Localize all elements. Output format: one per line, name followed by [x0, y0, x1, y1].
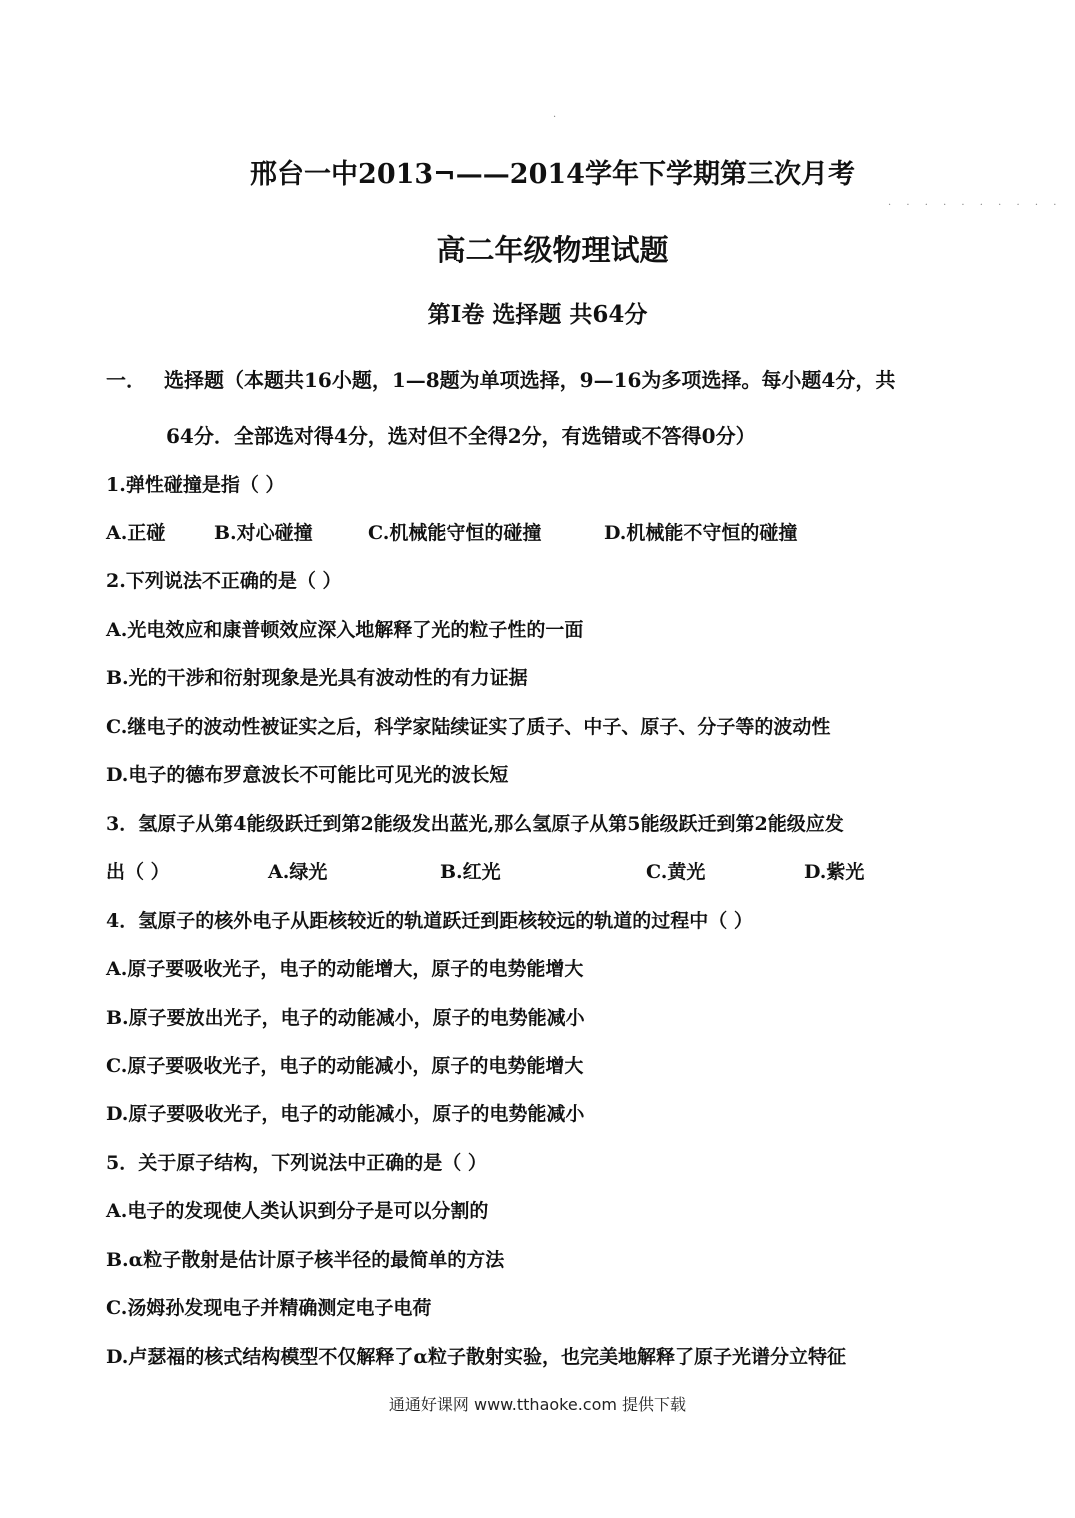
question-1-stem: 1.弹性碰撞是指（ ） — [106, 474, 285, 496]
section-instruction-line2: 64分．全部选对得4分，选对但不全得2分，有选错或不答得0分） — [166, 424, 756, 448]
question-2-option-b: B.光的干涉和衍射现象是光具有波动性的有力证据 — [106, 667, 528, 689]
question-5-option-a: A.电子的发现使人类认识到分子是可以分割的 — [106, 1200, 489, 1222]
question-4-option-b: B.原子要放出光子，电子的动能减小，原子的电势能减小 — [106, 1007, 585, 1029]
question-3-option-b: B.红光 — [440, 861, 501, 883]
question-5-option-d: D.卢瑟福的核式结构模型不仅解释了α粒子散射实验，也完美地解释了原子光谱分立特征 — [106, 1346, 847, 1368]
exam-subtitle: 高二年级物理试题 — [436, 233, 669, 267]
question-2-stem: 2.下列说法不正确的是（ ） — [106, 570, 342, 592]
question-1-option-d: D.机械能不守恒的碰撞 — [604, 522, 798, 544]
question-3-option-a: A.绿光 — [268, 861, 328, 883]
question-3-stem-line1: 3．氢原子从第4能级跃迁到第2能级发出蓝光,那么氢原子从第5能级跃迁到第2能级应发 — [106, 813, 844, 835]
question-2-option-a: A.光电效应和康普顿效应深入地解释了光的粒子性的一面 — [106, 619, 584, 641]
exam-title: 邢台一中2013¬——2014学年下学期第三次月考 — [250, 159, 855, 190]
question-5-stem: 5．关于原子结构，下列说法中正确的是（ ） — [106, 1152, 487, 1174]
question-3-option-c: C.黄光 — [646, 861, 706, 883]
question-4-option-a: A.原子要吸收光子，电子的动能增大，原子的电势能增大 — [106, 958, 584, 980]
question-2-option-d: D.电子的德布罗意波长不可能比可见光的波长短 — [106, 764, 509, 786]
question-2-option-c: C.继电子的波动性被证实之后，科学家陆续证实了质子、中子、原子、分子等的波动性 — [106, 716, 831, 738]
question-4-option-d: D.原子要吸收光子，电子的动能减小，原子的电势能减小 — [106, 1103, 585, 1125]
question-5-option-c: C.汤姆孙发现电子并精确测定电子电荷 — [106, 1297, 432, 1319]
question-1-option-a: A.正碰 — [106, 522, 166, 544]
question-3-stem-line2 — [106, 857, 864, 884]
section-heading — [106, 364, 895, 393]
question-3-option-d: D.紫光 — [804, 861, 865, 883]
question-1-options — [106, 518, 797, 545]
question-1-option-c: C.机械能守恒的碰撞 — [368, 522, 542, 544]
section-number: 一． — [106, 368, 146, 392]
question-4-option-c: C.原子要吸收光子，电子的动能减小，原子的电势能增大 — [106, 1055, 584, 1077]
page-footer: 通通好课网 www.tthaoke.com 提供下载 — [388, 1395, 687, 1414]
section-instruction-line1: 选择题（本题共16小题，1—8题为单项选择，9—16为多项选择。每小题4分，共 — [164, 368, 896, 392]
scan-dots-right: · · · · · · · · · · — [888, 200, 1063, 211]
question-5-option-b: B.α粒子散射是估计原子核半径的最简单的方法 — [106, 1249, 505, 1271]
exam-part-heading: 第Ⅰ卷 选择题 共64分 — [427, 301, 648, 328]
scan-dot: · — [553, 112, 563, 123]
question-1-option-b: B.对心碰撞 — [214, 522, 313, 544]
question-3-stem-tail: 出（ ） — [106, 861, 170, 883]
question-4-stem: 4．氢原子的核外电子从距核较近的轨道跃迁到距核较远的轨道的过程中（ ） — [106, 910, 753, 932]
